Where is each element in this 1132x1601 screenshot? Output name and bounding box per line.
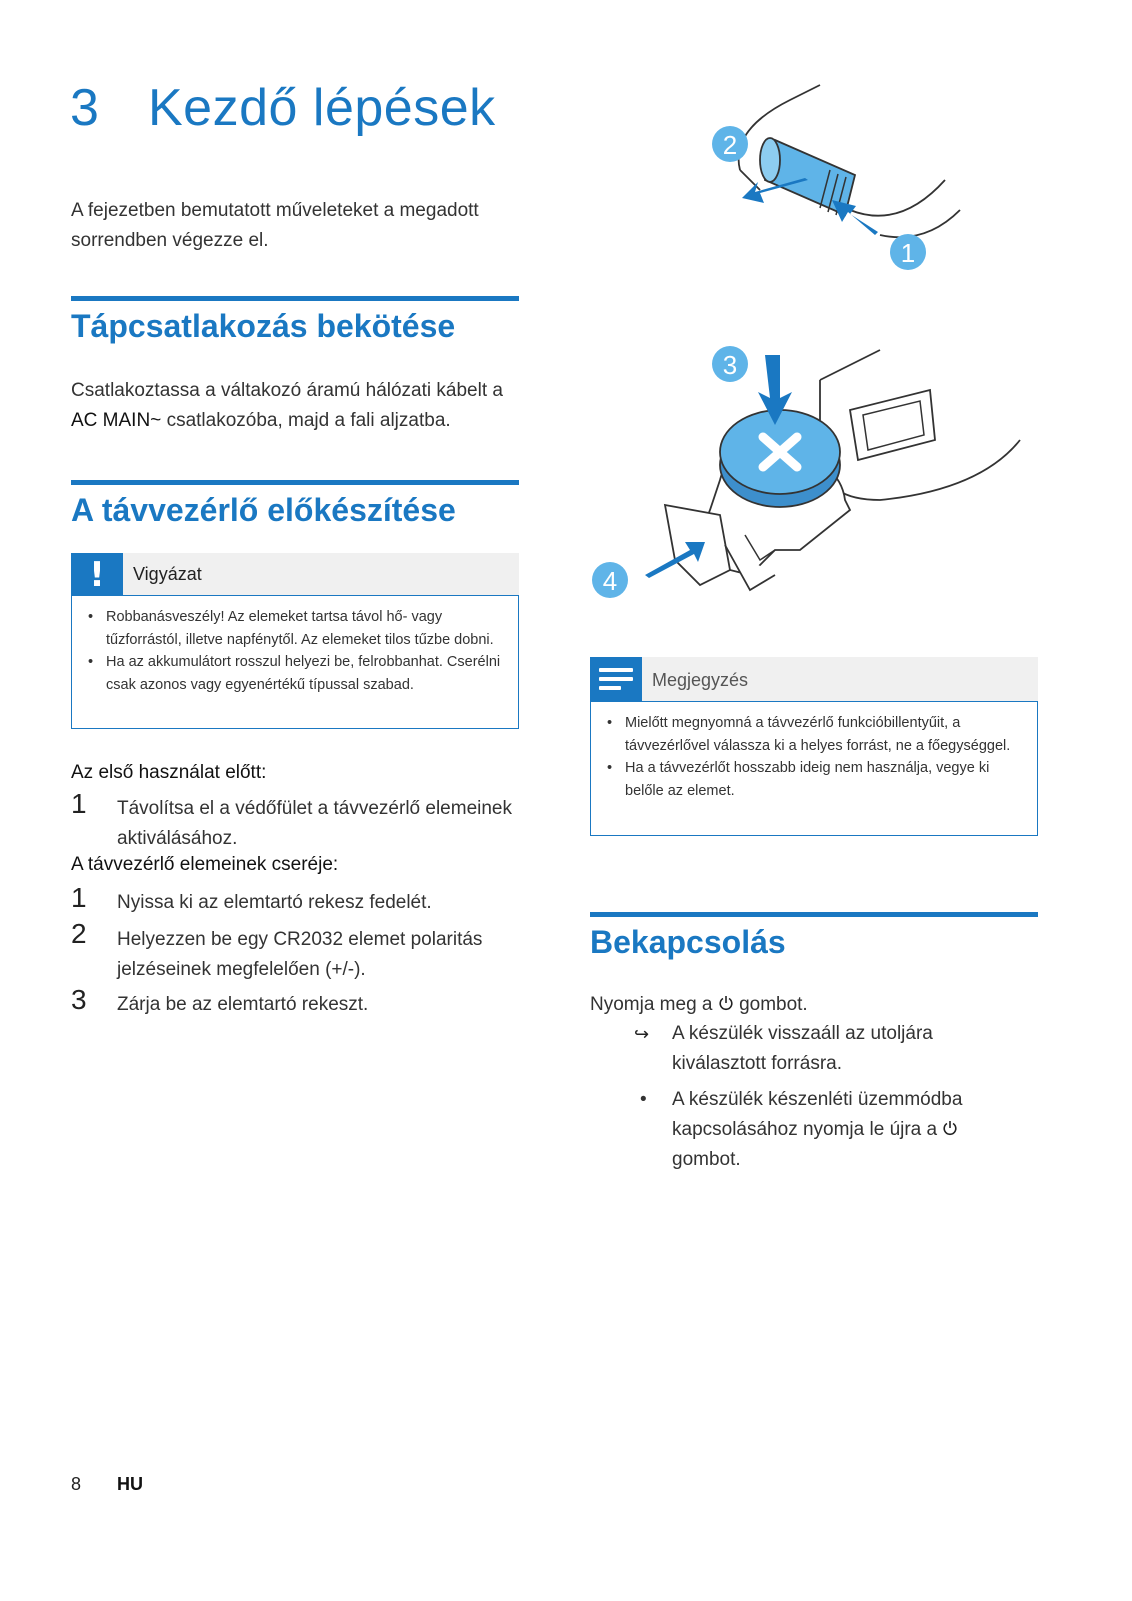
chapter-number: 3 [70,79,100,137]
section-rule [71,480,519,485]
callout-3-label: 3 [722,350,738,380]
first-use-heading: Az első használat előtt: [71,762,267,783]
bullet: • [640,1089,647,1110]
chapter-intro: A fejezetben bemutatott műveleteket a megadott sorrendben végezze el. [71,200,479,251]
list-item: • Mielőtt megnyomná a távvezérlő funkcióbillentyűit, a távvezérlővel válassza ki a helyes forrást, ne a főegységgel. [605,712,1023,757]
step-text: Helyezzen be egy CR2032 elemet polaritás jelzéseinek megfelelően (+/-). [117,929,483,980]
list-item: • Ha az akkumulátort rosszul helyezi be, felrobbanhat. Cserélni csak azonos vagy egyenértékű típussal szabad. [86,651,504,696]
language-code: HU [117,1474,143,1494]
section-heading-remote: A távvezérlő előkészítése [71,492,456,528]
caution-list [86,606,504,696]
step-number: 1 [71,788,87,819]
switch-on-text-after: gombot. [739,994,808,1015]
caution-box [71,595,519,729]
switch-on-instruction [590,990,1035,1020]
step-number: 3 [71,984,87,1015]
result-arrow-icon: ↪ [634,1024,650,1045]
power-icon [718,995,734,1011]
note-box [590,701,1038,836]
callout-4-label: 4 [602,566,618,596]
page-number: 8 [71,1474,82,1494]
standby-text-before: A készülék készenléti üzemmódba kapcsolásához nyomja le újra a [672,1089,963,1140]
callout-2-label: 2 [722,130,738,160]
caution-label: Vigyázat [133,564,202,584]
step-number: 2 [71,918,87,949]
standby-instruction [672,1085,1002,1175]
power-text-after: csatlakozóba, majd a fali aljzatba. [166,410,451,431]
step-text: Zárja be az elemtartó rekeszt. [117,994,369,1015]
replace-heading: A távvezérlő elemeinek cseréje: [71,854,339,875]
switch-on-text-before: Nyomja meg a [590,994,713,1015]
switch-on-result: A készülék visszaáll az utoljára kiválasztott forrásra. [672,1023,933,1074]
note-label: Megjegyzés [652,670,749,690]
caution-icon: ! [71,553,123,595]
ac-main-label: AC MAIN~ [71,410,162,431]
step-text: Távolítsa el a védőfület a távvezérlő elemeinek aktiválásához. [117,798,512,849]
standby-text-after: gombot. [672,1149,741,1170]
note-list [605,712,1023,802]
list-item: • Ha a távvezérlőt hosszabb ideig nem használja, vegye ki belőle az elemet. [605,757,1023,802]
list-item: • Robbanásveszély! Az elemeket tartsa távol hő- vagy tűzforrástól, illetve napfénytől. Az elemeket tilos tűzbe dobni. [86,606,504,651]
callout-1-label: 1 [900,238,916,268]
note-icon [590,657,642,701]
chapter-title-text: Kezdő lépések [148,79,496,137]
section-heading-power: Tápcsatlakozás bekötése [71,308,456,344]
power-instructions [71,376,523,436]
chapter-title [70,78,496,138]
section-rule [590,912,1038,917]
step-text: Nyissa ki az elemtartó rekesz fedelét. [117,892,432,913]
battery-illustration [580,80,1050,620]
power-icon [942,1120,958,1136]
power-text-before: Csatlakoztassa a váltakozó áramú hálózati kábelt a [71,380,503,401]
section-heading-switch-on: Bekapcsolás [590,924,786,960]
step-number: 1 [71,882,87,913]
section-rule [71,296,519,301]
